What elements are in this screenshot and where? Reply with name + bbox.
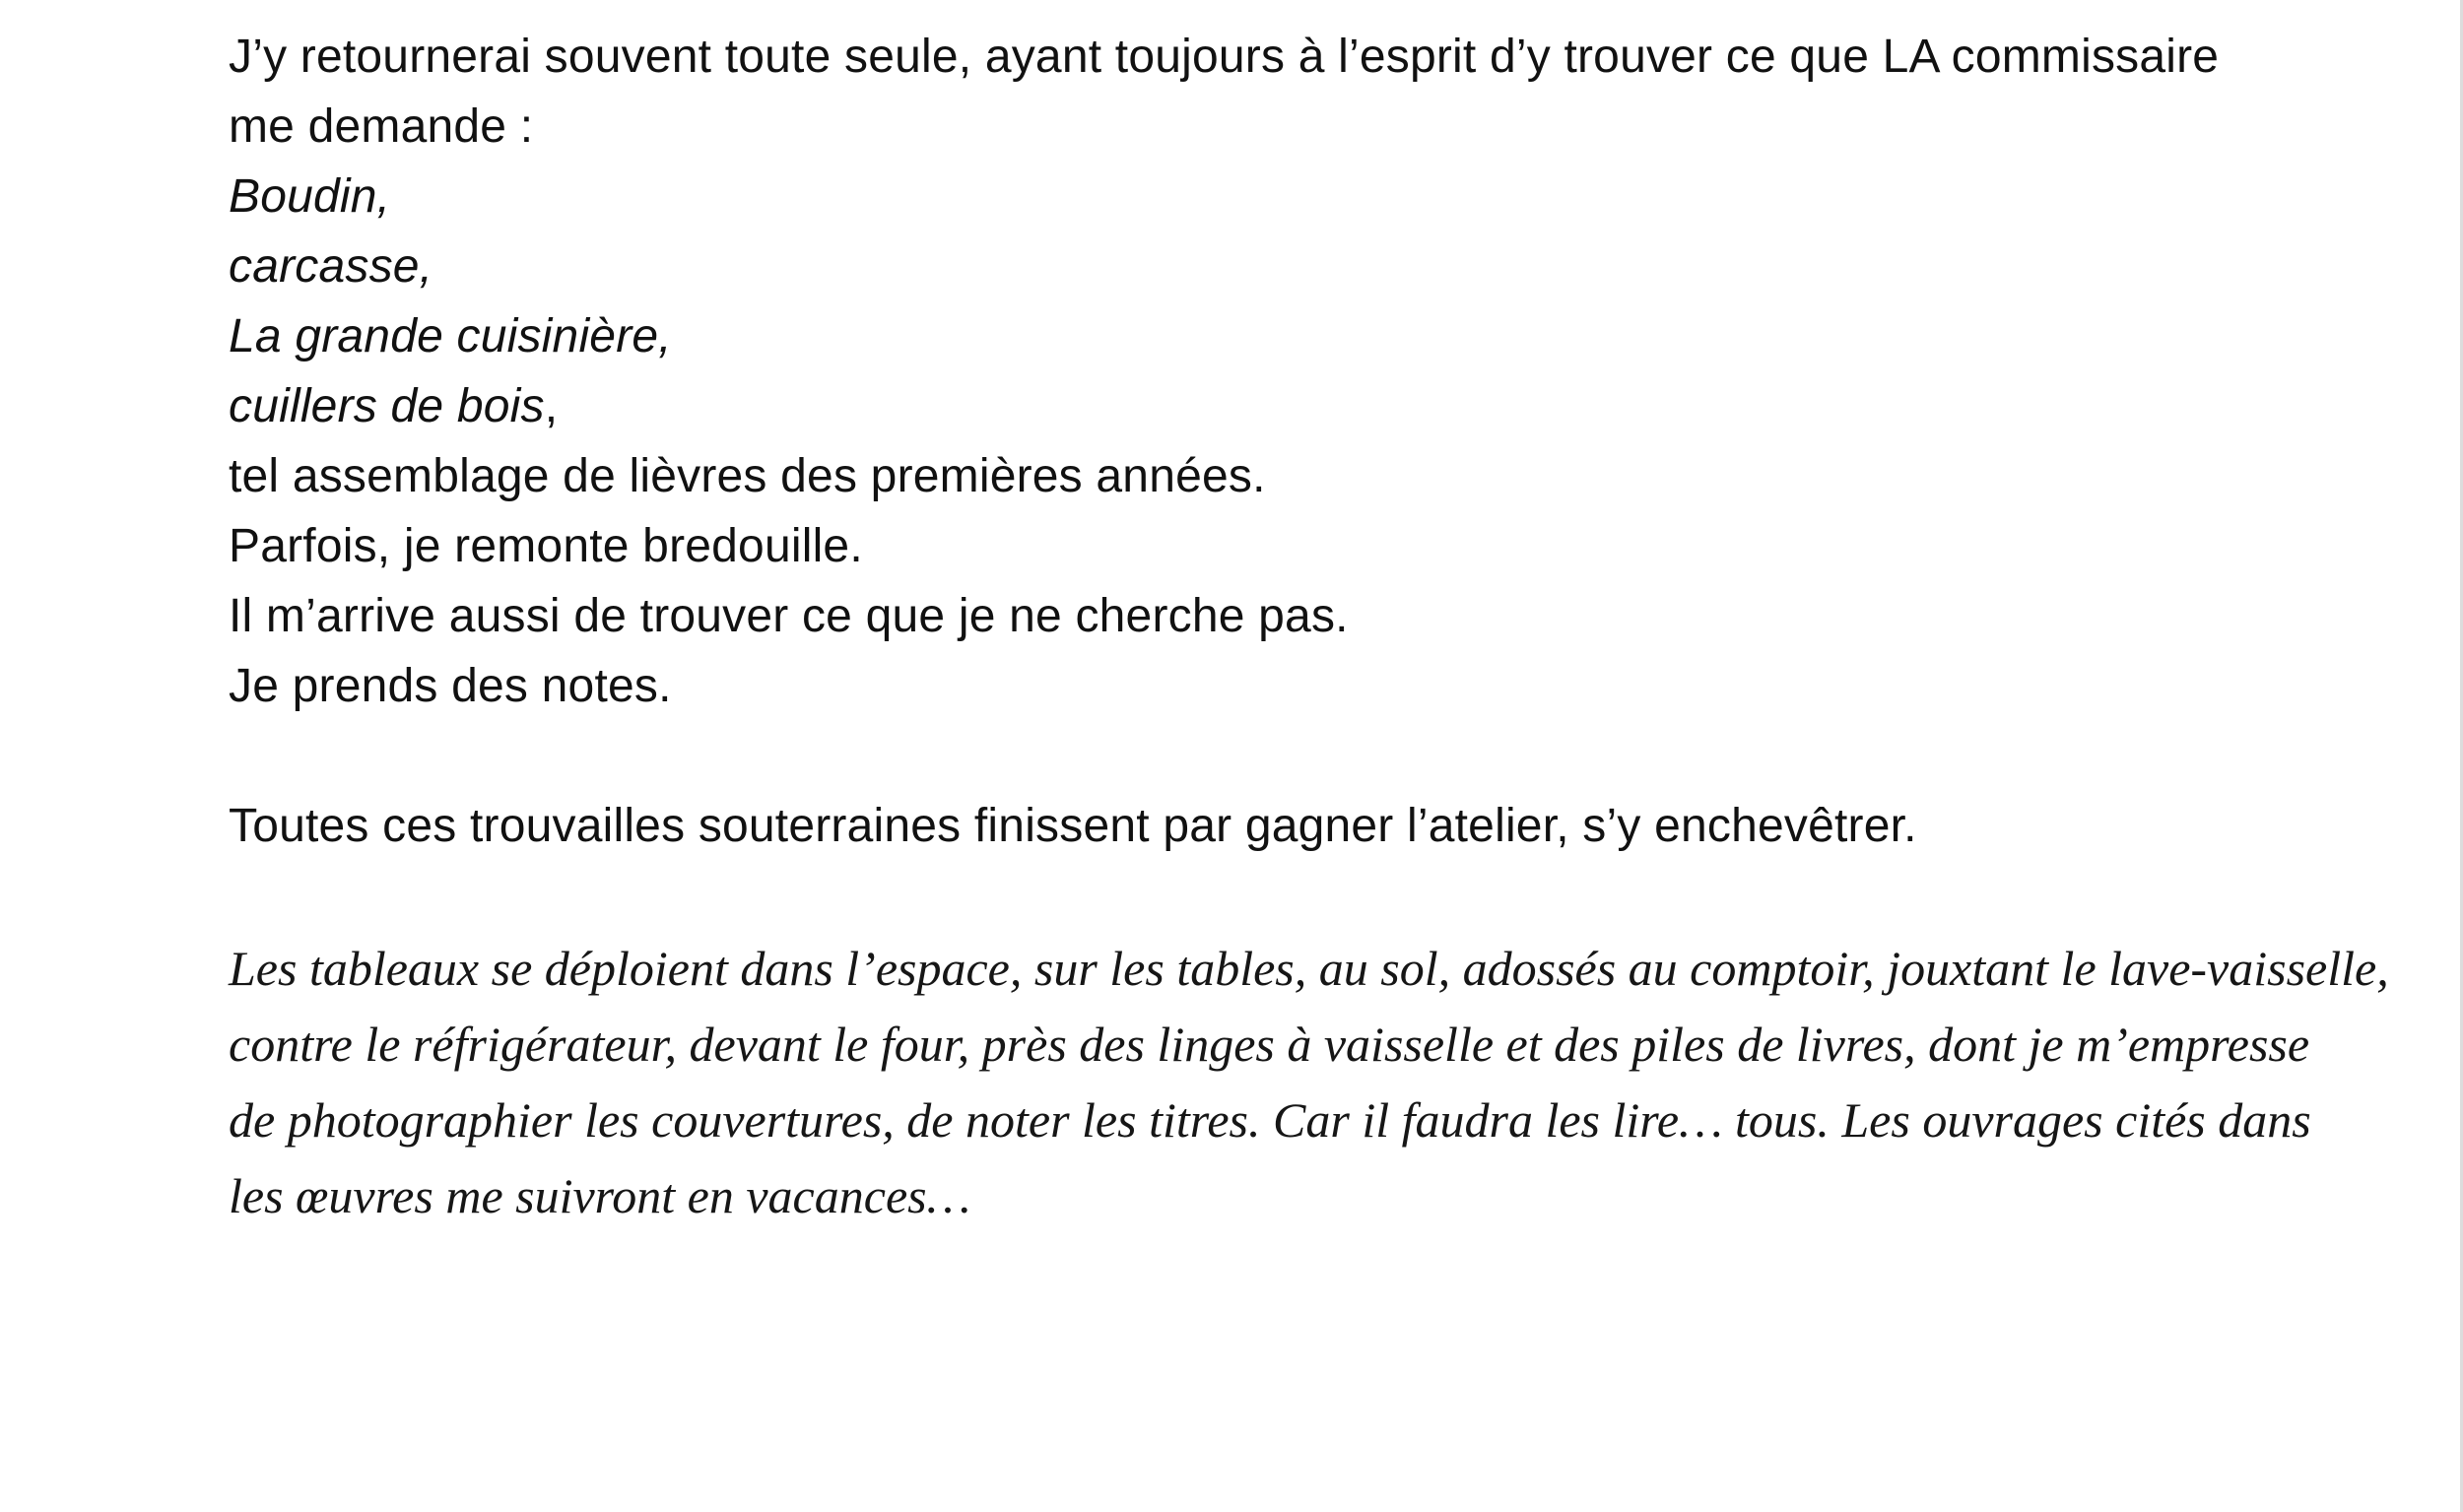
paragraph-trouvailles: Toutes ces trouvailles souterraines finissent par gagner l’atelier, s’y enchevêtrer. bbox=[229, 800, 1917, 852]
list-item bbox=[229, 162, 2376, 231]
paragraph-intro bbox=[229, 22, 2376, 861]
paragraph-spacer bbox=[229, 721, 2376, 791]
text-line: Il m’arrive aussi de trouver ce que je ne cherche pas. bbox=[229, 590, 1349, 642]
list-item bbox=[229, 231, 2376, 301]
list-item-text: La grande cuisinière, bbox=[229, 310, 672, 362]
text-line: Je prends des notes. bbox=[229, 660, 672, 712]
text-line: me demande : bbox=[229, 100, 534, 153]
text-line: J’y retournerai souvent toute seule, ayant toujours à l’esprit d’y trouver ce que LA commissaire bbox=[229, 31, 2220, 83]
article-body bbox=[229, 22, 2389, 1234]
list-item-punctuation: , bbox=[544, 380, 559, 432]
list-item-text: cuillers de bois bbox=[229, 380, 545, 432]
quote-line: contre le réfrigérateur, devant le four, près des linges à vaisselle et des piles de livres, dont je m’empresse bbox=[229, 1017, 2310, 1072]
text-line: Parfois, je remonte bredouille. bbox=[229, 520, 863, 572]
list-item-text: Boudin, bbox=[229, 170, 391, 223]
list-item bbox=[229, 301, 2376, 371]
list-item-text: carcasse, bbox=[229, 240, 433, 293]
quote-line: les œuvres me suivront en vacances… bbox=[229, 1168, 971, 1223]
italic-quote-block bbox=[229, 931, 2389, 1234]
quote-line: de photographier les couvertures, de noter les titres. Car il faudra les lire… tous. Les ouvrages cités dans bbox=[229, 1092, 2311, 1148]
text-line: tel assemblage de lièvres des premières années. bbox=[229, 450, 1266, 502]
quote-line: Les tableaux se déploient dans l’espace, sur les tables, au sol, adossés au comptoir, jouxtant le lave-vaisselle, bbox=[229, 941, 2389, 996]
list-item bbox=[229, 371, 2376, 441]
